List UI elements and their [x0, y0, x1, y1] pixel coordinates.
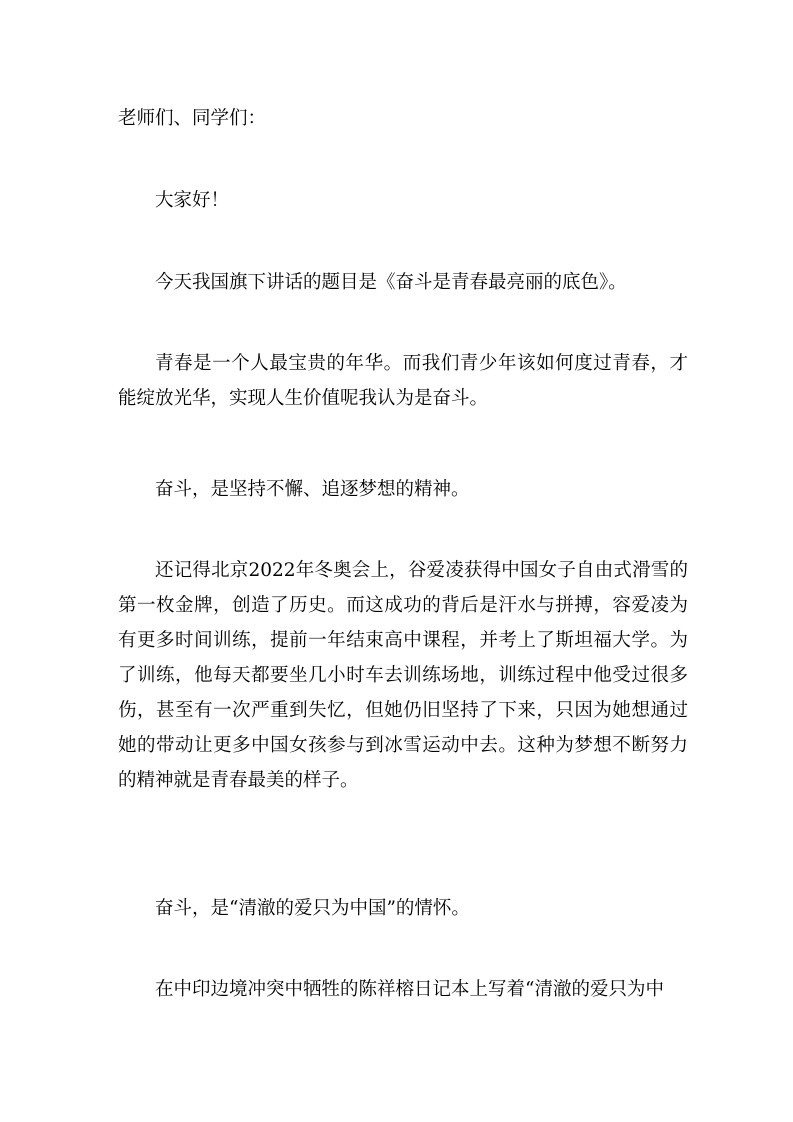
paragraph-topic: 今天我国旗下讲话的题目是《奋斗是青春最亮丽的底色》。 — [155, 272, 627, 293]
paragraph-greeting: 大家好！ — [155, 190, 230, 211]
salutation: 老师们、同学们： — [118, 108, 267, 129]
paragraph-struggle-spirit: 奋斗，是坚持不懈、追逐梦想的精神。 — [155, 479, 470, 500]
paragraph-gu-ailing: 还记得北京2022年冬奥会上，谷爱凌获得中国女子自由式滑雪的第一枚金牌，创造了历史。而这成功的背后是汗水与拼搏，容爱凌为有更多时间训练，提前一年结束高中课程，并考上了斯坦福大学。为了训练，他每天都要坐几小时车去训练场地，训练过程中他受过很多伤，甚至有一次严重到失忆，但她仍旧坚持了下来，只因为她想通过她的带动让更多中国女孩参与到冰雪运动中去。这种为梦想不断努力的精神就是青春最美的样子。 — [118, 560, 688, 791]
paragraph-chen-xiangrong: 在中印边境冲突中牺牲的陈祥榕日记本上写着“清澈的爱只为中 — [155, 979, 664, 1000]
paragraph-clear-love: 奋斗，是“清澈的爱只为中国”的情怀。 — [155, 898, 470, 919]
paragraph-youth: 青春是一个人最宝贵的年华。而我们青少年该如何度过青春，才能绽放光华，实现人生价值呢我认为是奋斗。 — [118, 353, 688, 409]
